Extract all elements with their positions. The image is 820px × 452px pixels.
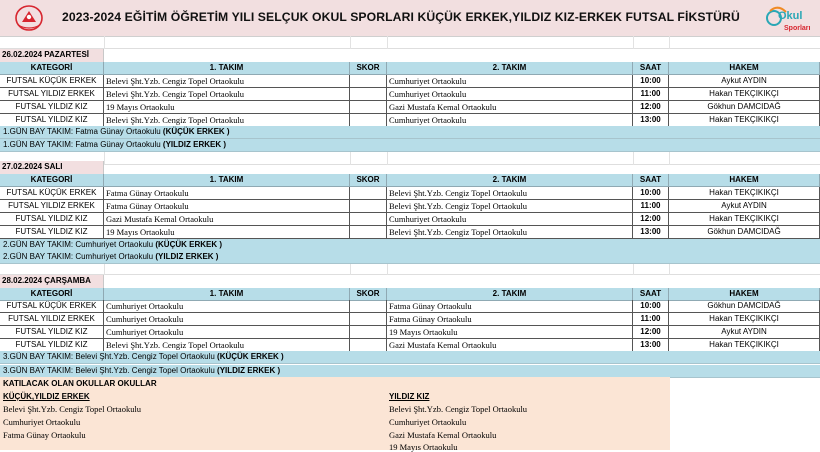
col-kategori: KATEGORİ	[0, 62, 104, 75]
col-kategori: KATEGORİ	[0, 288, 104, 301]
table-row	[0, 101, 820, 114]
team2-cell: Fatma Günay Ortaokulu	[387, 313, 633, 326]
team1-cell: Belevi Şht.Yzb. Cengiz Topel Ortaokulu	[104, 75, 350, 88]
bay-team-category: (KÜÇÜK ERKEK )	[217, 352, 284, 361]
kategori-cell: FUTSAL YILDIZ KIZ	[0, 339, 104, 352]
bay-team-text: 3.GÜN BAY TAKIM: Belevi Şht.Yzb. Cengiz Topel Ortaokulu	[3, 366, 218, 375]
col-team1: 1. TAKIM	[104, 174, 350, 187]
col-saat: SAAT	[633, 288, 669, 301]
table-row	[0, 300, 820, 313]
team1-cell: Cumhuriyet Ortaokulu	[104, 313, 350, 326]
team1-cell: Fatma Günay Ortaokulu	[104, 187, 350, 200]
team2-cell: Gazi Mustafa Kemal Ortaokulu	[387, 101, 633, 114]
saat-cell: 13:00	[633, 114, 669, 127]
saat-cell: 13:00	[633, 339, 669, 352]
school-item: Cumhuriyet Ortaokulu	[3, 417, 81, 427]
table-header	[0, 174, 820, 187]
kategori-cell: FUTSAL YILDIZ KIZ	[0, 101, 104, 114]
bay-team-note	[0, 139, 820, 152]
hakem-cell: Hakan TEKÇIKIKÇI	[669, 313, 820, 326]
day-date: 28.02.2024 ÇARŞAMBA	[0, 275, 104, 288]
saat-cell: 11:00	[633, 200, 669, 213]
hakem-cell: Gökhun DAMCIDAĞ	[669, 101, 820, 114]
table-row	[0, 213, 820, 226]
col-kategori: KATEGORİ	[0, 174, 104, 187]
skor-cell	[350, 326, 387, 339]
hakem-cell: Hakan TEKÇIKIKÇI	[669, 339, 820, 352]
kategori-cell: FUTSAL YILDIZ KIZ	[0, 326, 104, 339]
school-item: Belevi Şht.Yzb. Cengiz Topel Ortaokulu	[3, 404, 142, 414]
skor-cell	[350, 313, 387, 326]
saat-cell: 10:00	[633, 187, 669, 200]
hakem-cell: Gökhun DAMCIDAĞ	[669, 300, 820, 313]
title-bar	[0, 0, 820, 37]
group-title: KÜÇÜK,YILDIZ ERKEK	[3, 392, 90, 401]
hakem-cell: Hakan TEKÇIKIKÇI	[669, 114, 820, 127]
day-date: 26.02.2024 PAZARTESİ	[0, 49, 104, 62]
logo-bottom-text: Sporları	[784, 25, 811, 32]
bay-team-note	[0, 351, 820, 364]
col-team1: 1. TAKIM	[104, 288, 350, 301]
team2-cell: Belevi Şht.Yzb. Cengiz Topel Ortaokulu	[387, 226, 633, 239]
kategori-cell: FUTSAL YILDIZ KIZ	[0, 226, 104, 239]
kategori-cell: FUTSAL YILDIZ KIZ	[0, 114, 104, 127]
team2-cell: Cumhuriyet Ortaokulu	[387, 88, 633, 101]
saat-cell: 11:00	[633, 313, 669, 326]
col-team2: 2. TAKIM	[387, 62, 633, 75]
skor-cell	[350, 101, 387, 114]
table-row	[0, 200, 820, 213]
skor-cell	[350, 88, 387, 101]
team2-cell: Belevi Şht.Yzb. Cengiz Topel Ortaokulu	[387, 200, 633, 213]
table-row	[0, 226, 820, 239]
bay-team-category: (YILDIZ ERKEK )	[217, 366, 281, 375]
kategori-cell: FUTSAL YILDIZ ERKEK	[0, 313, 104, 326]
col-hakem: HAKEM	[669, 174, 820, 187]
bay-team-category: (YILDIZ ERKEK )	[162, 140, 227, 149]
school-item: Gazi Mustafa Kemal Ortaokulu	[389, 430, 497, 440]
col-skor: SKOR	[350, 174, 387, 187]
table-row	[0, 187, 820, 200]
skor-cell	[350, 213, 387, 226]
team2-cell: Cumhuriyet Ortaokulu	[387, 75, 633, 88]
team1-cell: Belevi Şht.Yzb. Cengiz Topel Ortaokulu	[104, 339, 350, 352]
team1-cell: Gazi Mustafa Kemal Ortaokulu	[104, 213, 350, 226]
school-item: 19 Mayıs Ortaokulu	[389, 442, 458, 452]
col-saat: SAAT	[633, 174, 669, 187]
day-date: 27.02.2024 SALI	[0, 161, 104, 174]
logo-top-text: Okul	[778, 10, 803, 22]
bay-team-text: 1.GÜN BAY TAKIM: Fatma Günay Ortaokulu	[3, 127, 163, 136]
okul-sporlari-logo-icon	[764, 2, 818, 34]
school-item: Cumhuriyet Ortaokulu	[389, 417, 467, 427]
hakem-cell: Hakan TEKÇIKIKÇI	[669, 213, 820, 226]
col-saat: SAAT	[633, 62, 669, 75]
kategori-cell: FUTSAL YILDIZ KIZ	[0, 213, 104, 226]
kategori-cell: FUTSAL KÜÇÜK ERKEK	[0, 187, 104, 200]
bay-team-note	[0, 251, 820, 264]
kategori-cell: FUTSAL YILDIZ ERKEK	[0, 88, 104, 101]
table-row	[0, 326, 820, 339]
hakem-cell: Hakan TEKÇIKIKÇI	[669, 88, 820, 101]
bay-team-category: (YILDIZ ERKEK )	[155, 252, 219, 261]
team1-cell: Belevi Şht.Yzb. Cengiz Topel Ortaokulu	[104, 114, 350, 127]
col-skor: SKOR	[350, 288, 387, 301]
team2-cell: Belevi Şht.Yzb. Cengiz Topel Ortaokulu	[387, 187, 633, 200]
saat-cell: 10:00	[633, 75, 669, 88]
hakem-cell: Gökhun DAMCIDAĞ	[669, 226, 820, 239]
saat-cell: 12:00	[633, 101, 669, 114]
bay-team-text: 1.GÜN BAY TAKIM: Fatma Günay Ortaokulu	[3, 140, 163, 149]
table-row	[0, 88, 820, 101]
page-title: 2023-2024 EĞİTİM ÖĞRETİM YILI SELÇUK OKUL SPORLARI KÜÇÜK ERKEK,YILDIZ KIZ-ERKEK FUTSAL FİKSTÜRÜ	[62, 10, 740, 24]
bay-team-category: (KÜÇÜK ERKEK )	[162, 127, 230, 136]
table-row	[0, 313, 820, 326]
hakem-cell: Aykut AYDIN	[669, 75, 820, 88]
school-item: Fatma Günay Ortaokulu	[3, 430, 86, 440]
saat-cell: 13:00	[633, 226, 669, 239]
col-team2: 2. TAKIM	[387, 288, 633, 301]
col-skor: SKOR	[350, 62, 387, 75]
ministry-logo-icon	[6, 3, 52, 33]
skor-cell	[350, 187, 387, 200]
table-header	[0, 62, 820, 75]
team1-cell: Fatma Günay Ortaokulu	[104, 200, 350, 213]
team1-cell: 19 Mayıs Ortaokulu	[104, 101, 350, 114]
saat-cell: 10:00	[633, 300, 669, 313]
team1-cell: 19 Mayıs Ortaokulu	[104, 226, 350, 239]
hakem-cell: Aykut AYDIN	[669, 200, 820, 213]
team1-cell: Cumhuriyet Ortaokulu	[104, 326, 350, 339]
col-team1: 1. TAKIM	[104, 62, 350, 75]
skor-cell	[350, 226, 387, 239]
kategori-cell: FUTSAL KÜÇÜK ERKEK	[0, 75, 104, 88]
hakem-cell: Aykut AYDIN	[669, 326, 820, 339]
group-title: YILDIZ KIZ	[389, 392, 430, 401]
team1-cell: Belevi Şht.Yzb. Cengiz Topel Ortaokulu	[104, 88, 350, 101]
bay-team-text: 2.GÜN BAY TAKIM: Cumhuriyet Ortaokulu	[3, 252, 156, 261]
skor-cell	[350, 200, 387, 213]
participants-heading: KATILACAK OLAN OKULLAR OKULLAR	[3, 379, 157, 388]
school-item: Belevi Şht.Yzb. Cengiz Topel Ortaokulu	[389, 404, 528, 414]
col-team2: 2. TAKIM	[387, 174, 633, 187]
bay-team-text: 2.GÜN BAY TAKIM: Cumhuriyet Ortaokulu	[3, 240, 156, 249]
team1-cell: Cumhuriyet Ortaokulu	[104, 300, 350, 313]
hakem-cell: Hakan TEKÇIKIKÇI	[669, 187, 820, 200]
col-hakem: HAKEM	[669, 62, 820, 75]
team2-cell: 19 Mayıs Ortaokulu	[387, 326, 633, 339]
skor-cell	[350, 75, 387, 88]
team2-cell: Fatma Günay Ortaokulu	[387, 300, 633, 313]
table-row	[0, 75, 820, 88]
skor-cell	[350, 300, 387, 313]
bay-team-text: 3.GÜN BAY TAKIM: Belevi Şht.Yzb. Cengiz Topel Ortaokulu	[3, 352, 218, 361]
saat-cell: 12:00	[633, 326, 669, 339]
saat-cell: 12:00	[633, 213, 669, 226]
col-hakem: HAKEM	[669, 288, 820, 301]
team2-cell: Cumhuriyet Ortaokulu	[387, 213, 633, 226]
bay-team-category: (KÜÇÜK ERKEK )	[155, 240, 223, 249]
kategori-cell: FUTSAL YILDIZ ERKEK	[0, 200, 104, 213]
bay-team-note	[0, 126, 820, 139]
team2-cell: Gazi Mustafa Kemal Ortaokulu	[387, 339, 633, 352]
team2-cell: Cumhuriyet Ortaokulu	[387, 114, 633, 127]
saat-cell: 11:00	[633, 88, 669, 101]
kategori-cell: FUTSAL KÜÇÜK ERKEK	[0, 300, 104, 313]
